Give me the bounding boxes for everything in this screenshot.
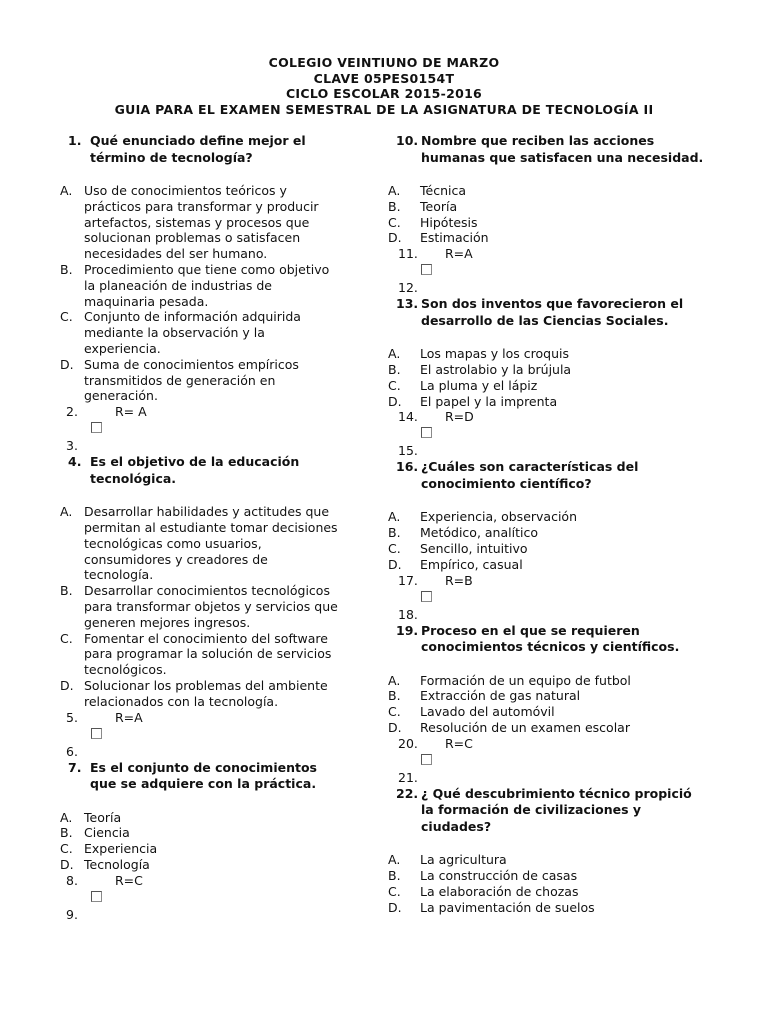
answer-number: 8. — [66, 872, 78, 888]
option-letter: D. — [60, 677, 74, 693]
question-number: 13. — [396, 296, 419, 312]
option-letter: D. — [60, 856, 74, 872]
option — [388, 541, 708, 557]
option-letter: C. — [388, 883, 401, 899]
option-text: Fomentar el conocimiento del software para programar la solución de servicios tecnológicos. — [84, 630, 332, 678]
option — [388, 688, 708, 704]
option-text: Uso de conocimientos teóricos y prácticos para transformar y producir artefactos, sistemas y procesos que solucionan problemas o satisfacen necesidades del ser humano. — [84, 183, 319, 262]
option-letter: B. — [388, 525, 401, 541]
option — [60, 857, 340, 873]
option-text: Suma de conocimientos empíricos transmitidos de generación en generación. — [84, 356, 299, 404]
option — [388, 868, 708, 884]
option-text: Formación de un equipo de futbol — [420, 672, 631, 688]
option-letter: C. — [60, 309, 73, 325]
option-letter: D. — [388, 719, 402, 735]
option-letter: D. — [388, 899, 402, 915]
option-letter: B. — [388, 868, 401, 884]
option-text: Extracción de gas natural — [420, 688, 581, 704]
option — [388, 852, 708, 868]
question-number: 10. — [396, 133, 419, 148]
option-text: El papel y la imprenta — [420, 393, 558, 409]
option — [60, 810, 340, 826]
option-text: Hipótesis — [420, 214, 478, 230]
option — [60, 357, 340, 404]
option — [60, 183, 340, 262]
answer-checkbox[interactable] — [91, 728, 102, 739]
option — [60, 583, 340, 630]
option — [388, 704, 708, 720]
option-text: El astrolabio y la brújula — [420, 361, 572, 377]
option-text: Procedimiento que tiene como objetivo la planeación de industrias de maquinaria pesada. — [84, 261, 330, 309]
answer-number: 5. — [66, 709, 78, 725]
right-column — [388, 133, 708, 915]
option-letter: D. — [60, 356, 74, 372]
option-letter: C. — [388, 704, 401, 720]
option — [388, 215, 708, 231]
option-text: Técnica — [420, 183, 467, 198]
answer-number: 2. — [66, 404, 78, 420]
question — [388, 786, 708, 836]
question-number: 7. — [68, 759, 82, 775]
option-letter: A. — [388, 852, 401, 868]
option — [388, 509, 708, 525]
option-letter: C. — [388, 540, 401, 556]
question — [60, 133, 340, 166]
option-text: Experiencia — [84, 841, 158, 857]
option-letter: A. — [60, 809, 73, 825]
option-text: Lavado del automóvil — [420, 704, 555, 720]
option-letter: A. — [388, 346, 401, 362]
option — [388, 720, 708, 736]
option-text: La pavimentación de suelos — [420, 899, 595, 915]
question — [60, 454, 340, 487]
option — [388, 673, 708, 689]
option — [388, 362, 708, 378]
option-letter: C. — [60, 841, 73, 857]
option — [388, 346, 708, 362]
question — [388, 459, 708, 492]
answer-text: R=D — [445, 409, 474, 425]
question-number: 22. — [396, 785, 419, 801]
option — [60, 825, 340, 841]
question-text: Proceso en el que se requieren conocimientos técnicos y científicos. — [421, 622, 680, 655]
guide-title: GUIA PARA EL EXAMEN SEMESTRAL DE LA ASIGNATURA DE TECNOLOGÍA II — [114, 101, 654, 117]
option-letter: A. — [388, 183, 401, 198]
empty-item-number: 18. — [398, 606, 418, 622]
option-letter: C. — [388, 377, 401, 393]
question-number: 19. — [396, 622, 419, 638]
option — [60, 631, 340, 678]
option-letter: B. — [60, 583, 73, 599]
option — [60, 841, 340, 857]
option-text: La agricultura — [420, 852, 507, 868]
question — [388, 296, 708, 329]
option-letter: B. — [388, 361, 401, 377]
question-text: Es el conjunto de conocimientos que se adquiere con la práctica. — [90, 759, 317, 792]
question-text: ¿ Qué descubrimiento técnico propició la formación de civilizaciones y ciudades? — [421, 785, 692, 834]
option-letter: A. — [60, 183, 73, 198]
answer-line — [60, 873, 340, 889]
answer-text: R=A — [115, 709, 143, 725]
option-text: Teoría — [84, 809, 122, 825]
option-text: Experiencia, observación — [420, 509, 577, 525]
answer-line — [60, 404, 340, 420]
question — [60, 760, 340, 793]
answer-line — [388, 573, 708, 589]
option — [388, 557, 708, 573]
question-number: 16. — [396, 459, 419, 475]
option-letter: A. — [60, 504, 73, 520]
option-letter: D. — [388, 230, 402, 246]
answer-line — [60, 710, 340, 726]
answer-checkbox[interactable] — [421, 591, 432, 602]
option-text: Sencillo, intuitivo — [420, 540, 528, 556]
option-text: Tecnología — [84, 856, 150, 872]
option-text: Conjunto de información adquirida mediante la observación y la experiencia. — [84, 309, 301, 356]
option-letter: D. — [388, 556, 402, 572]
option-letter: C. — [60, 630, 73, 646]
answer-checkbox[interactable] — [421, 264, 432, 275]
option-text: Metódico, analítico — [420, 525, 538, 541]
answer-checkbox[interactable] — [421, 754, 432, 765]
answer-number: 14. — [398, 409, 418, 425]
option-letter: B. — [60, 261, 73, 277]
school-cycle: CICLO ESCOLAR 2015-2016 — [285, 86, 483, 101]
option-text: Resolución de un examen escolar — [420, 719, 630, 735]
option — [388, 199, 708, 215]
answer-line — [388, 246, 708, 262]
answer-line — [388, 736, 708, 752]
option-text: Estimación — [420, 230, 489, 246]
empty-item-number: 15. — [398, 443, 418, 459]
option-letter: B. — [388, 198, 401, 214]
question — [388, 133, 708, 166]
answer-text: R=C — [445, 735, 473, 751]
question-number: 4. — [68, 454, 82, 470]
option — [60, 504, 340, 583]
option-text: Solucionar los problemas del ambiente relacionados con la tecnología. — [84, 677, 328, 709]
question-text: Es el objetivo de la educación tecnológica. — [90, 454, 300, 486]
option-letter: A. — [388, 509, 401, 525]
answer-text: R=B — [445, 572, 473, 588]
answer-checkbox[interactable] — [421, 427, 432, 438]
question-number: 1. — [68, 133, 82, 148]
option-text: La construcción de casas — [420, 868, 578, 884]
option-text: Los mapas y los croquis — [420, 346, 569, 362]
option-letter: A. — [388, 672, 401, 688]
option-letter: B. — [60, 825, 73, 841]
option — [60, 678, 340, 710]
empty-item-number: 3. — [66, 438, 78, 454]
answer-number: 17. — [398, 572, 418, 588]
option — [388, 183, 708, 199]
option — [388, 900, 708, 916]
option — [60, 262, 340, 309]
school-name: COLEGIO VEINTIUNO DE MARZO — [268, 55, 500, 70]
answer-number: 20. — [398, 735, 418, 751]
answer-text: R=C — [115, 872, 143, 888]
option-letter: C. — [388, 214, 401, 230]
empty-item-number: 21. — [398, 769, 418, 785]
option — [388, 525, 708, 541]
empty-item-number: 9. — [66, 906, 78, 922]
answer-checkbox[interactable] — [91, 891, 102, 902]
option-text: La pluma y el lápiz — [420, 377, 538, 393]
left-column — [60, 133, 340, 923]
question-text: ¿Cuáles son características del conocimiento científico? — [421, 459, 639, 491]
option — [388, 230, 708, 246]
option-letter: B. — [388, 688, 401, 704]
answer-checkbox[interactable] — [91, 422, 102, 433]
option-letter: D. — [388, 393, 402, 409]
document-header — [0, 55, 768, 117]
option — [60, 309, 340, 356]
empty-item-number: 12. — [398, 280, 418, 296]
option-text: Ciencia — [84, 825, 130, 841]
question-text: Nombre que reciben las acciones humanas que satisfacen una necesidad. — [421, 133, 704, 165]
school-key: CLAVE 05PES0154T — [313, 70, 455, 86]
option — [388, 378, 708, 394]
option-text: Desarrollar conocimientos tecnológicos para transformar objetos y servicios que generen mejores ingresos. — [84, 583, 338, 630]
question-text: Son dos inventos que favorecieron el desarrollo de las Ciencias Sociales. — [421, 296, 684, 328]
option-text: Empírico, casual — [420, 556, 523, 572]
option — [388, 394, 708, 410]
question-text: Qué enunciado define mejor el término de tecnología? — [90, 133, 306, 165]
answer-text: R=A — [445, 246, 473, 262]
option-text: Desarrollar habilidades y actitudes que permitan al estudiante tomar decisiones tecnológicas como usuarios, consumidores y creadores de tecnología. — [84, 504, 338, 583]
answer-text: R= A — [115, 404, 147, 420]
empty-item-number: 6. — [66, 743, 78, 759]
answer-number: 11. — [398, 246, 418, 262]
option-text: La elaboración de chozas — [420, 883, 579, 899]
option-text: Teoría — [420, 198, 458, 214]
answer-line — [388, 409, 708, 425]
question — [388, 623, 708, 656]
option — [388, 884, 708, 900]
